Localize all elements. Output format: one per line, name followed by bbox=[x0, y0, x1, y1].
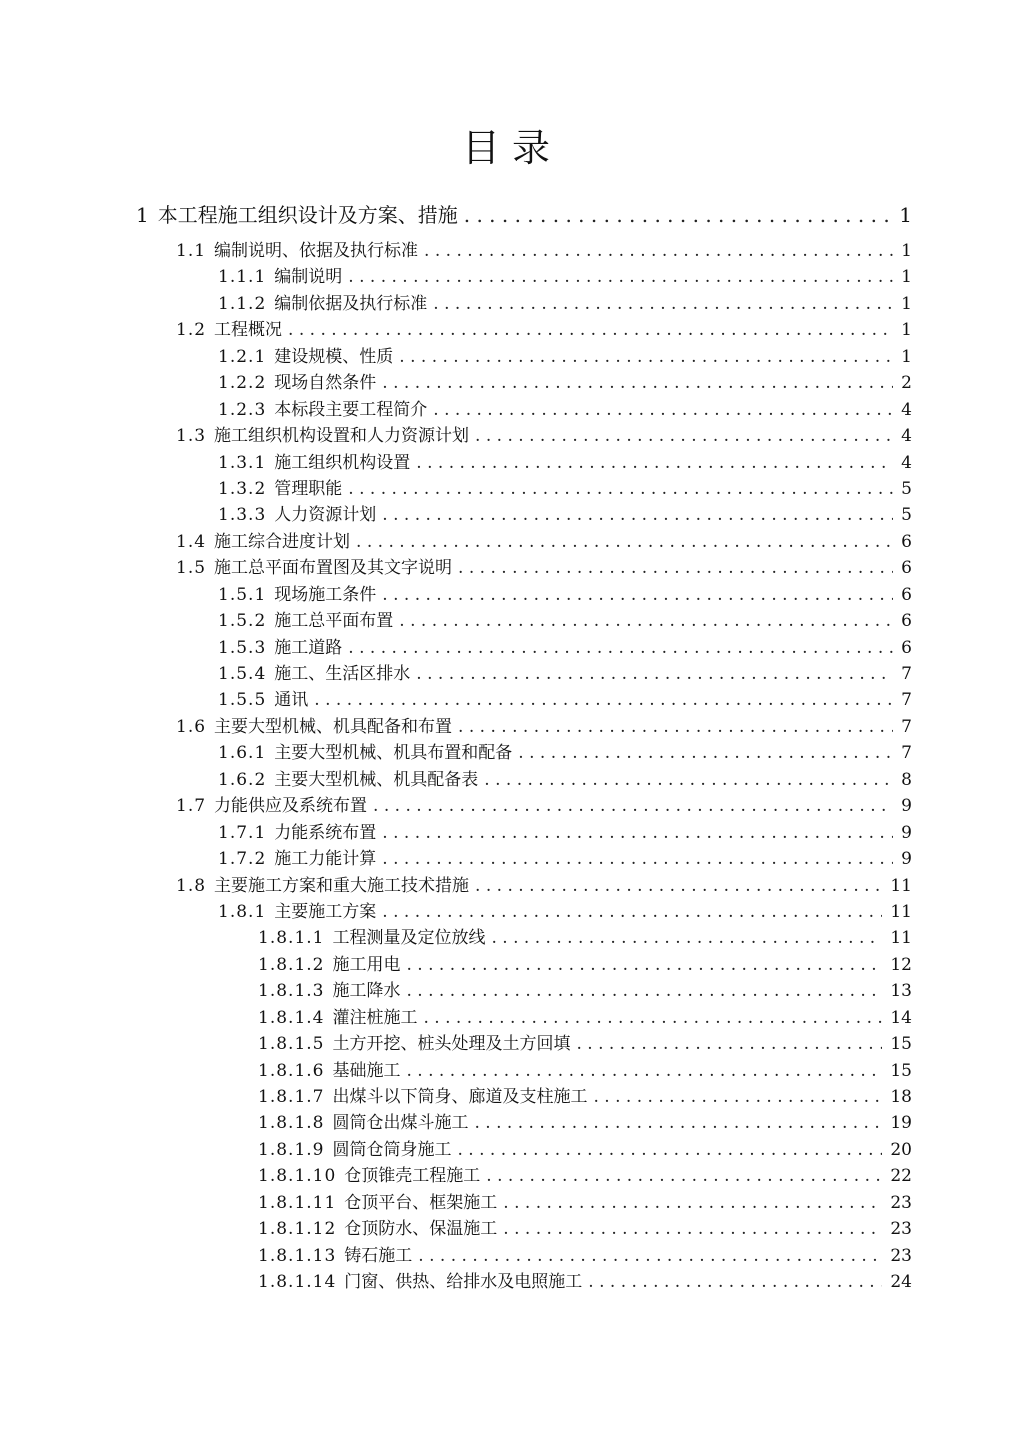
toc-entry-page: 22 bbox=[890, 1166, 912, 1187]
toc-entry[interactable] bbox=[218, 635, 912, 661]
dot-leader bbox=[474, 1110, 882, 1136]
toc-entry[interactable] bbox=[258, 1084, 912, 1110]
toc-entry-title: 门窗、供热、给排水及电照施工 bbox=[344, 1272, 583, 1293]
dot-leader bbox=[423, 1005, 882, 1031]
toc-entry-page: 1 bbox=[901, 320, 912, 341]
toc-entry-page: 9 bbox=[901, 849, 912, 870]
toc-entry[interactable] bbox=[258, 1163, 912, 1189]
toc-entry-number: 1.8.1.8 bbox=[258, 1113, 325, 1134]
toc-entry-title: 施工道路 bbox=[274, 637, 343, 658]
dot-leader bbox=[464, 200, 892, 230]
dot-leader bbox=[475, 423, 893, 449]
dot-leader bbox=[518, 740, 893, 766]
dot-leader bbox=[382, 370, 893, 396]
toc-entry-title: 圆筒仓筒身施工 bbox=[332, 1139, 452, 1160]
toc-entry[interactable] bbox=[218, 899, 912, 925]
toc-entry-page: 7 bbox=[901, 664, 912, 684]
toc-entry-title: 人力资源计划 bbox=[274, 505, 377, 526]
toc-entry-title: 施工总平面布置图及其文字说明 bbox=[214, 558, 453, 579]
toc-entry-page: 11 bbox=[890, 928, 912, 949]
toc-entry-page: 15 bbox=[890, 1060, 912, 1081]
toc-entry[interactable] bbox=[218, 661, 912, 687]
toc-entry[interactable] bbox=[258, 1137, 912, 1163]
toc-entry-number: 1.1.2 bbox=[218, 293, 267, 314]
dot-leader bbox=[406, 978, 882, 1004]
dot-leader bbox=[576, 1031, 882, 1057]
toc-entry-number: 1.6.1 bbox=[218, 743, 267, 764]
toc-entry-page: 19 bbox=[890, 1113, 912, 1134]
toc-entry-number: 1.8.1.13 bbox=[258, 1245, 337, 1266]
table-of-contents bbox=[0, 200, 1012, 1296]
toc-entry-number: 1.2.3 bbox=[218, 399, 267, 420]
dot-leader bbox=[433, 291, 893, 317]
toc-entry-number: 1.8.1.9 bbox=[258, 1139, 325, 1160]
toc-entry-title: 工程概况 bbox=[214, 320, 283, 341]
toc-entry-page: 1 bbox=[901, 267, 912, 288]
toc-entry-number: 1.8.1.3 bbox=[258, 981, 325, 1002]
toc-entry[interactable] bbox=[136, 200, 912, 230]
dot-leader bbox=[416, 450, 893, 476]
toc-entry[interactable] bbox=[218, 740, 912, 766]
toc-entry-title: 出煤斗以下筒身、廊道及支柱施工 bbox=[332, 1087, 588, 1107]
dot-leader bbox=[314, 687, 893, 713]
toc-entry-title: 灌注桩施工 bbox=[332, 1007, 418, 1028]
toc-entry-page: 20 bbox=[890, 1139, 912, 1160]
toc-entry-title: 主要大型机械、机具配备和布置 bbox=[214, 716, 453, 737]
toc-entry[interactable] bbox=[258, 1269, 912, 1295]
toc-entry[interactable] bbox=[258, 1058, 912, 1084]
toc-entry[interactable] bbox=[218, 476, 912, 502]
toc-entry-number: 1 bbox=[136, 203, 150, 227]
toc-entry-number: 1.1 bbox=[176, 241, 207, 261]
toc-entry-page: 9 bbox=[901, 822, 912, 843]
toc-entry-title: 主要大型机械、机具布置和配备 bbox=[274, 743, 513, 764]
toc-entry[interactable] bbox=[218, 344, 912, 370]
toc-entry-title: 施工组织机构设置和人力资源计划 bbox=[214, 426, 470, 447]
toc-entry-page: 11 bbox=[890, 875, 912, 896]
toc-entry-number: 1.2.2 bbox=[218, 373, 267, 394]
dot-leader bbox=[416, 661, 893, 687]
toc-entry-title: 施工用电 bbox=[332, 954, 401, 975]
dot-leader bbox=[348, 476, 893, 502]
toc-entry[interactable] bbox=[258, 952, 912, 978]
toc-entry-page: 15 bbox=[890, 1034, 912, 1055]
toc-entry-page: 6 bbox=[901, 558, 912, 579]
toc-entry-page: 8 bbox=[901, 769, 912, 790]
dot-leader bbox=[457, 1137, 882, 1163]
toc-entry-page: 7 bbox=[901, 743, 912, 764]
dot-leader bbox=[356, 529, 893, 555]
toc-entry[interactable] bbox=[218, 502, 912, 528]
toc-entry-number: 1.7.2 bbox=[218, 849, 267, 870]
toc-entry-title: 铸石施工 bbox=[344, 1245, 413, 1266]
toc-entry-page: 13 bbox=[890, 981, 912, 1002]
toc-entry-page: 6 bbox=[901, 531, 912, 552]
toc-entry-number: 1.8.1.2 bbox=[258, 954, 325, 975]
toc-entry-page: 7 bbox=[901, 716, 912, 737]
dot-leader bbox=[382, 820, 893, 846]
dot-leader bbox=[475, 873, 882, 899]
toc-entry[interactable] bbox=[258, 1110, 912, 1136]
dot-leader bbox=[382, 582, 893, 608]
dot-leader bbox=[373, 793, 893, 819]
toc-entry-number: 1.8.1.10 bbox=[258, 1166, 337, 1187]
toc-entry-title: 施工总平面布置 bbox=[274, 611, 394, 632]
toc-entry-title: 施工、生活区排水 bbox=[274, 664, 411, 684]
toc-entry-page: 1 bbox=[899, 203, 912, 227]
toc-entry[interactable] bbox=[218, 767, 912, 793]
toc-entry-page: 4 bbox=[901, 452, 912, 473]
toc-entry-page: 7 bbox=[901, 690, 912, 711]
toc-entry-title: 施工力能计算 bbox=[274, 849, 377, 870]
toc-entry[interactable] bbox=[218, 687, 912, 713]
toc-entry[interactable] bbox=[258, 1216, 912, 1242]
toc-entry-page: 18 bbox=[890, 1087, 912, 1107]
toc-entry-number: 1.8.1.1 bbox=[258, 928, 325, 949]
toc-entry[interactable] bbox=[218, 582, 912, 608]
dot-leader bbox=[418, 1243, 882, 1269]
dot-leader bbox=[593, 1084, 882, 1110]
toc-entry-title: 圆筒仓出煤斗施工 bbox=[332, 1113, 469, 1134]
toc-entry[interactable] bbox=[258, 1031, 912, 1057]
toc-entry-title: 力能供应及系统布置 bbox=[214, 796, 368, 817]
dot-leader bbox=[588, 1269, 882, 1295]
toc-entry-page: 6 bbox=[901, 584, 912, 605]
toc-entry-title: 编制依据及执行标准 bbox=[274, 293, 428, 314]
toc-entry[interactable] bbox=[218, 291, 912, 317]
toc-entry-page: 1 bbox=[901, 346, 912, 367]
toc-entry-number: 1.5.5 bbox=[218, 690, 267, 711]
toc-entry-number: 1.2 bbox=[176, 320, 207, 341]
toc-entry-page: 11 bbox=[890, 901, 912, 922]
toc-entry-title: 施工综合进度计划 bbox=[214, 531, 351, 552]
toc-entry-title: 施工降水 bbox=[332, 981, 401, 1002]
dot-leader bbox=[382, 502, 893, 528]
toc-entry-number: 1.8.1.14 bbox=[258, 1272, 337, 1293]
toc-entry-page: 6 bbox=[901, 611, 912, 632]
dot-leader bbox=[484, 767, 893, 793]
toc-entry[interactable] bbox=[176, 529, 912, 555]
toc-entry-page: 12 bbox=[890, 954, 912, 975]
toc-entry[interactable] bbox=[218, 608, 912, 634]
toc-entry-number: 1.5.3 bbox=[218, 637, 267, 658]
dot-leader bbox=[491, 925, 882, 951]
toc-entry-page: 23 bbox=[890, 1219, 912, 1240]
toc-entry-title: 施工组织机构设置 bbox=[274, 452, 411, 473]
toc-entry[interactable] bbox=[258, 1243, 912, 1269]
toc-entry-number: 1.8.1.7 bbox=[258, 1087, 325, 1107]
toc-entry-title: 仓顶平台、框架施工 bbox=[344, 1192, 498, 1213]
dot-leader bbox=[458, 555, 893, 581]
toc-entry-title: 主要大型机械、机具配备表 bbox=[274, 769, 479, 790]
toc-entry-title: 主要施工方案 bbox=[274, 901, 377, 922]
dot-leader bbox=[288, 317, 893, 343]
toc-entry-title: 编制说明 bbox=[274, 267, 343, 288]
toc-entry-title: 管理职能 bbox=[274, 478, 343, 499]
toc-entry-number: 1.3.1 bbox=[218, 452, 267, 473]
toc-entry-title: 仓顶防水、保温施工 bbox=[344, 1219, 498, 1240]
toc-entry-title: 本标段主要工程简介 bbox=[274, 399, 428, 420]
dot-leader bbox=[503, 1190, 882, 1216]
dot-leader bbox=[503, 1216, 882, 1242]
toc-entry[interactable] bbox=[258, 978, 912, 1004]
toc-entry-number: 1.8.1.4 bbox=[258, 1007, 325, 1028]
toc-entry-number: 1.2.1 bbox=[218, 346, 267, 367]
toc-entry[interactable] bbox=[176, 714, 912, 740]
dot-leader bbox=[424, 238, 893, 264]
toc-entry[interactable] bbox=[176, 423, 912, 449]
toc-entry[interactable] bbox=[176, 317, 912, 343]
toc-entry-number: 1.8.1.6 bbox=[258, 1060, 325, 1081]
toc-entry[interactable] bbox=[218, 846, 912, 872]
toc-entry-page: 5 bbox=[901, 478, 912, 499]
toc-entry-page: 9 bbox=[901, 796, 912, 817]
dot-leader bbox=[433, 397, 893, 423]
toc-entry[interactable] bbox=[218, 397, 912, 423]
toc-entry-title: 建设规模、性质 bbox=[274, 346, 394, 367]
page-title: 目 录 bbox=[461, 126, 551, 170]
toc-entry-title: 仓顶锥壳工程施工 bbox=[344, 1166, 481, 1187]
toc-entry-title: 现场施工条件 bbox=[274, 584, 377, 605]
toc-entry[interactable] bbox=[176, 555, 912, 581]
toc-entry-number: 1.6.2 bbox=[218, 769, 267, 790]
dot-leader bbox=[406, 1058, 882, 1084]
toc-entry-number: 1.8.1.5 bbox=[258, 1034, 325, 1055]
toc-entry[interactable] bbox=[218, 450, 912, 476]
toc-entry[interactable] bbox=[176, 793, 912, 819]
toc-entry-number: 1.7.1 bbox=[218, 822, 267, 843]
toc-entry-number: 1.3.3 bbox=[218, 505, 267, 526]
toc-entry-number: 1.8.1 bbox=[218, 901, 267, 922]
toc-entry-page: 23 bbox=[890, 1245, 912, 1266]
toc-entry-title: 基础施工 bbox=[332, 1060, 401, 1081]
toc-entry[interactable] bbox=[176, 238, 912, 264]
toc-entry-number: 1.7 bbox=[176, 796, 207, 817]
toc-entry-page: 4 bbox=[901, 426, 912, 447]
toc-entry-title: 土方开挖、桩头处理及土方回填 bbox=[332, 1034, 571, 1055]
toc-entry-page: 5 bbox=[901, 505, 912, 526]
toc-entry-number: 1.5.1 bbox=[218, 584, 267, 605]
toc-entry[interactable] bbox=[258, 1190, 912, 1216]
dot-leader bbox=[382, 899, 882, 925]
toc-entry-number: 1.6 bbox=[176, 716, 207, 737]
dot-leader bbox=[348, 264, 893, 290]
toc-entry-number: 1.4 bbox=[176, 531, 207, 552]
toc-entry-page: 1 bbox=[901, 293, 912, 314]
toc-entry[interactable] bbox=[258, 1005, 912, 1031]
toc-entry-title: 现场自然条件 bbox=[274, 373, 377, 394]
toc-entry-title: 力能系统布置 bbox=[274, 822, 377, 843]
toc-entry-title: 编制说明、依据及执行标准 bbox=[214, 241, 419, 261]
toc-entry-number: 1.3 bbox=[176, 426, 207, 447]
toc-entry-number: 1.3.2 bbox=[218, 478, 267, 499]
dot-leader bbox=[486, 1163, 882, 1189]
toc-entry-page: 14 bbox=[890, 1007, 912, 1028]
toc-entry[interactable] bbox=[176, 873, 912, 899]
toc-entry-page: 4 bbox=[901, 399, 912, 420]
toc-entry[interactable] bbox=[218, 370, 912, 396]
toc-entry[interactable] bbox=[218, 264, 912, 290]
dot-leader bbox=[399, 344, 893, 370]
toc-entry-number: 1.1.1 bbox=[218, 267, 267, 288]
toc-entry-number: 1.8.1.11 bbox=[258, 1192, 337, 1213]
toc-entry-page: 2 bbox=[901, 373, 912, 394]
dot-leader bbox=[458, 714, 893, 740]
toc-entry-title: 本工程施工组织设计及方案、措施 bbox=[157, 203, 458, 227]
toc-entry-page: 23 bbox=[890, 1192, 912, 1213]
toc-entry-number: 1.5 bbox=[176, 558, 207, 579]
toc-entry-title: 通讯 bbox=[274, 690, 309, 711]
dot-leader bbox=[406, 952, 882, 978]
toc-entry-title: 主要施工方案和重大施工技术措施 bbox=[214, 875, 470, 896]
toc-entry-number: 1.5.4 bbox=[218, 664, 267, 684]
dot-leader bbox=[348, 635, 893, 661]
toc-entry[interactable] bbox=[258, 925, 912, 951]
dot-leader bbox=[399, 608, 893, 634]
toc-entry-number: 1.8 bbox=[176, 875, 207, 896]
toc-entry-page: 1 bbox=[901, 241, 912, 261]
toc-entry-number: 1.5.2 bbox=[218, 611, 267, 632]
toc-entry-title: 工程测量及定位放线 bbox=[332, 928, 486, 949]
toc-entry[interactable] bbox=[218, 820, 912, 846]
toc-entry-number: 1.8.1.12 bbox=[258, 1219, 337, 1240]
dot-leader bbox=[382, 846, 893, 872]
toc-entry-page: 6 bbox=[901, 637, 912, 658]
toc-entry-page: 24 bbox=[890, 1272, 912, 1293]
